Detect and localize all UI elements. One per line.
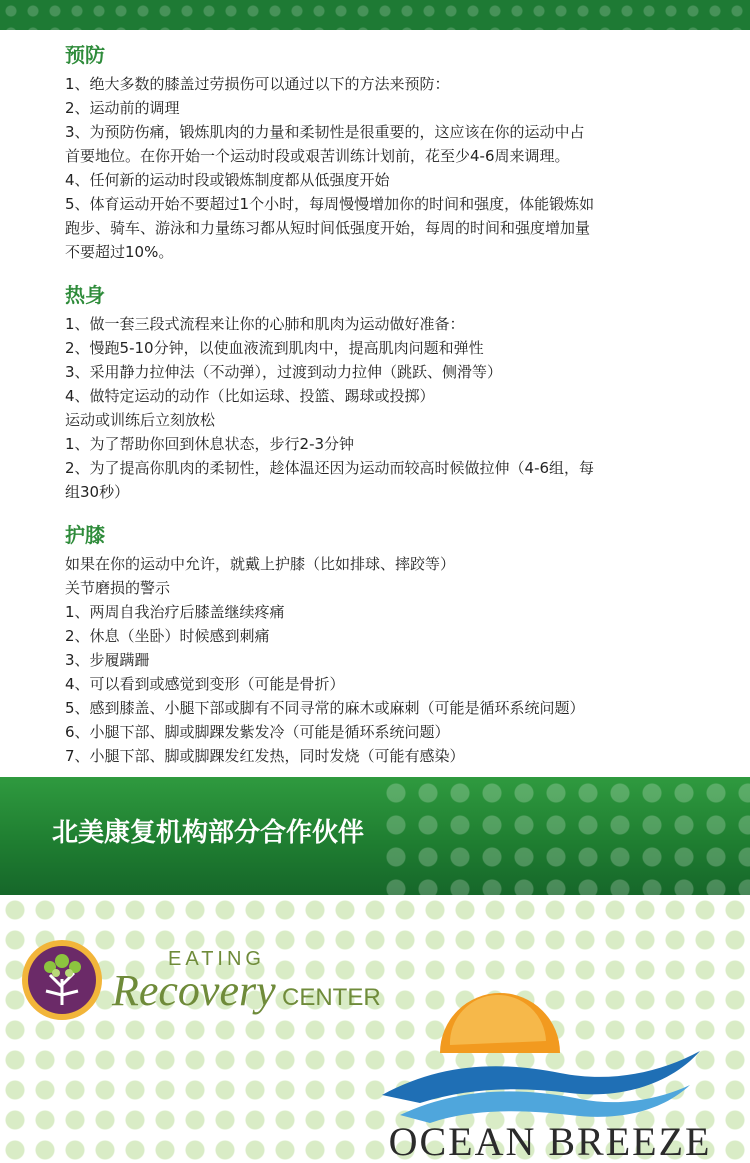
text-line: 7、小腿下部、脚或脚踝发红发热，同时发烧（可能有感染） [65, 747, 465, 765]
erc-line-center: CENTER [282, 984, 381, 1011]
text-line: 3、为预防伤痛，锻炼肌肉的力量和柔韧性是很重要的，这应该在你的运动中占 [65, 123, 585, 141]
eating-recovery-center-logo [20, 935, 400, 1025]
text-line: 1、绝大多数的膝盖过劳损伤可以通过以下的方法来预防： [65, 75, 450, 93]
text-line: 4、做特定运动的动作（比如运球、投篮、踢球或投掷） [65, 387, 435, 405]
text-line: 1、为了帮助你回到休息状态，步行2-3分钟 [65, 435, 355, 453]
text-line: 3、步履蹒跚 [65, 651, 150, 669]
article-content [65, 38, 705, 782]
ob-wordmark: OCEAN BREEZE [388, 1119, 712, 1163]
section-knee-guard [65, 518, 705, 768]
text-line: 2、慢跑5-10分钟，以使血液流到肌肉中，提高肌肉问题和弹性 [65, 339, 484, 357]
erc-line-recovery: Recovery [112, 966, 276, 1015]
text-line: 3、采用静力拉伸法（不动弹），过渡到动力拉伸（跳跃、侧滑等） [65, 363, 503, 381]
top-decor-band [0, 0, 750, 30]
partner-logos [0, 895, 750, 1163]
text-line: 2、休息（坐卧）时候感到刺痛 [65, 627, 270, 645]
erc-line-eating: EATING [168, 948, 265, 970]
banner-dot-pattern [380, 777, 750, 895]
text-line: 6、小腿下部、脚或脚踝发紫发冷（可能是循环系统问题） [65, 723, 450, 741]
text-line: 1、两周自我治疗后膝盖继续疼痛 [65, 603, 285, 621]
section-title: 热身 [65, 283, 105, 307]
text-line: 1、做一套三段式流程来让你的心肺和肌肉为运动做好准备： [65, 315, 465, 333]
text-line: 5、感到膝盖、小腿下部或脚有不同寻常的麻木或麻刺（可能是循环系统问题） [65, 699, 585, 717]
text-line: 组30秒） [65, 483, 130, 501]
partners-banner [0, 777, 750, 895]
text-line: 4、任何新的运动时段或锻炼制度都从低强度开始 [65, 171, 390, 189]
text-line: 2、为了提高你肌肉的柔韧性，趁体温还因为运动而较高时候做拉伸（4-6组，每 [65, 459, 595, 477]
banner-title: 北美康复机构部分合作伙伴 [52, 818, 365, 848]
text-line: 不要超过10%。 [65, 243, 174, 261]
text-line: 4、可以看到或感觉到变形（可能是骨折） [65, 675, 345, 693]
section-title: 护膝 [65, 523, 105, 547]
section-warmup [65, 278, 705, 504]
text-line: 首要地位。在你开始一个运动时段或艰苦训练计划前，花至少4-6周来调理。 [65, 147, 570, 165]
text-line: 2、运动前的调理 [65, 99, 180, 117]
section-title: 预防 [65, 43, 105, 67]
text-line: 跑步、骑车、游泳和力量练习都从短时间低强度开始，每周的时间和强度增加量 [65, 219, 591, 237]
text-line: 如果在你的运动中允许，就戴上护膝（比如排球、摔跤等） [65, 555, 456, 573]
text-line: 5、体育运动开始不要超过1个小时，每周慢慢增加你的时间和强度，体能锻炼如 [65, 195, 595, 213]
text-line: 运动或训练后立刻放松 [65, 411, 216, 429]
section-prevention [65, 38, 705, 264]
ocean-breeze-logo [370, 975, 730, 1163]
text-line: 关节磨损的警示 [65, 579, 171, 597]
